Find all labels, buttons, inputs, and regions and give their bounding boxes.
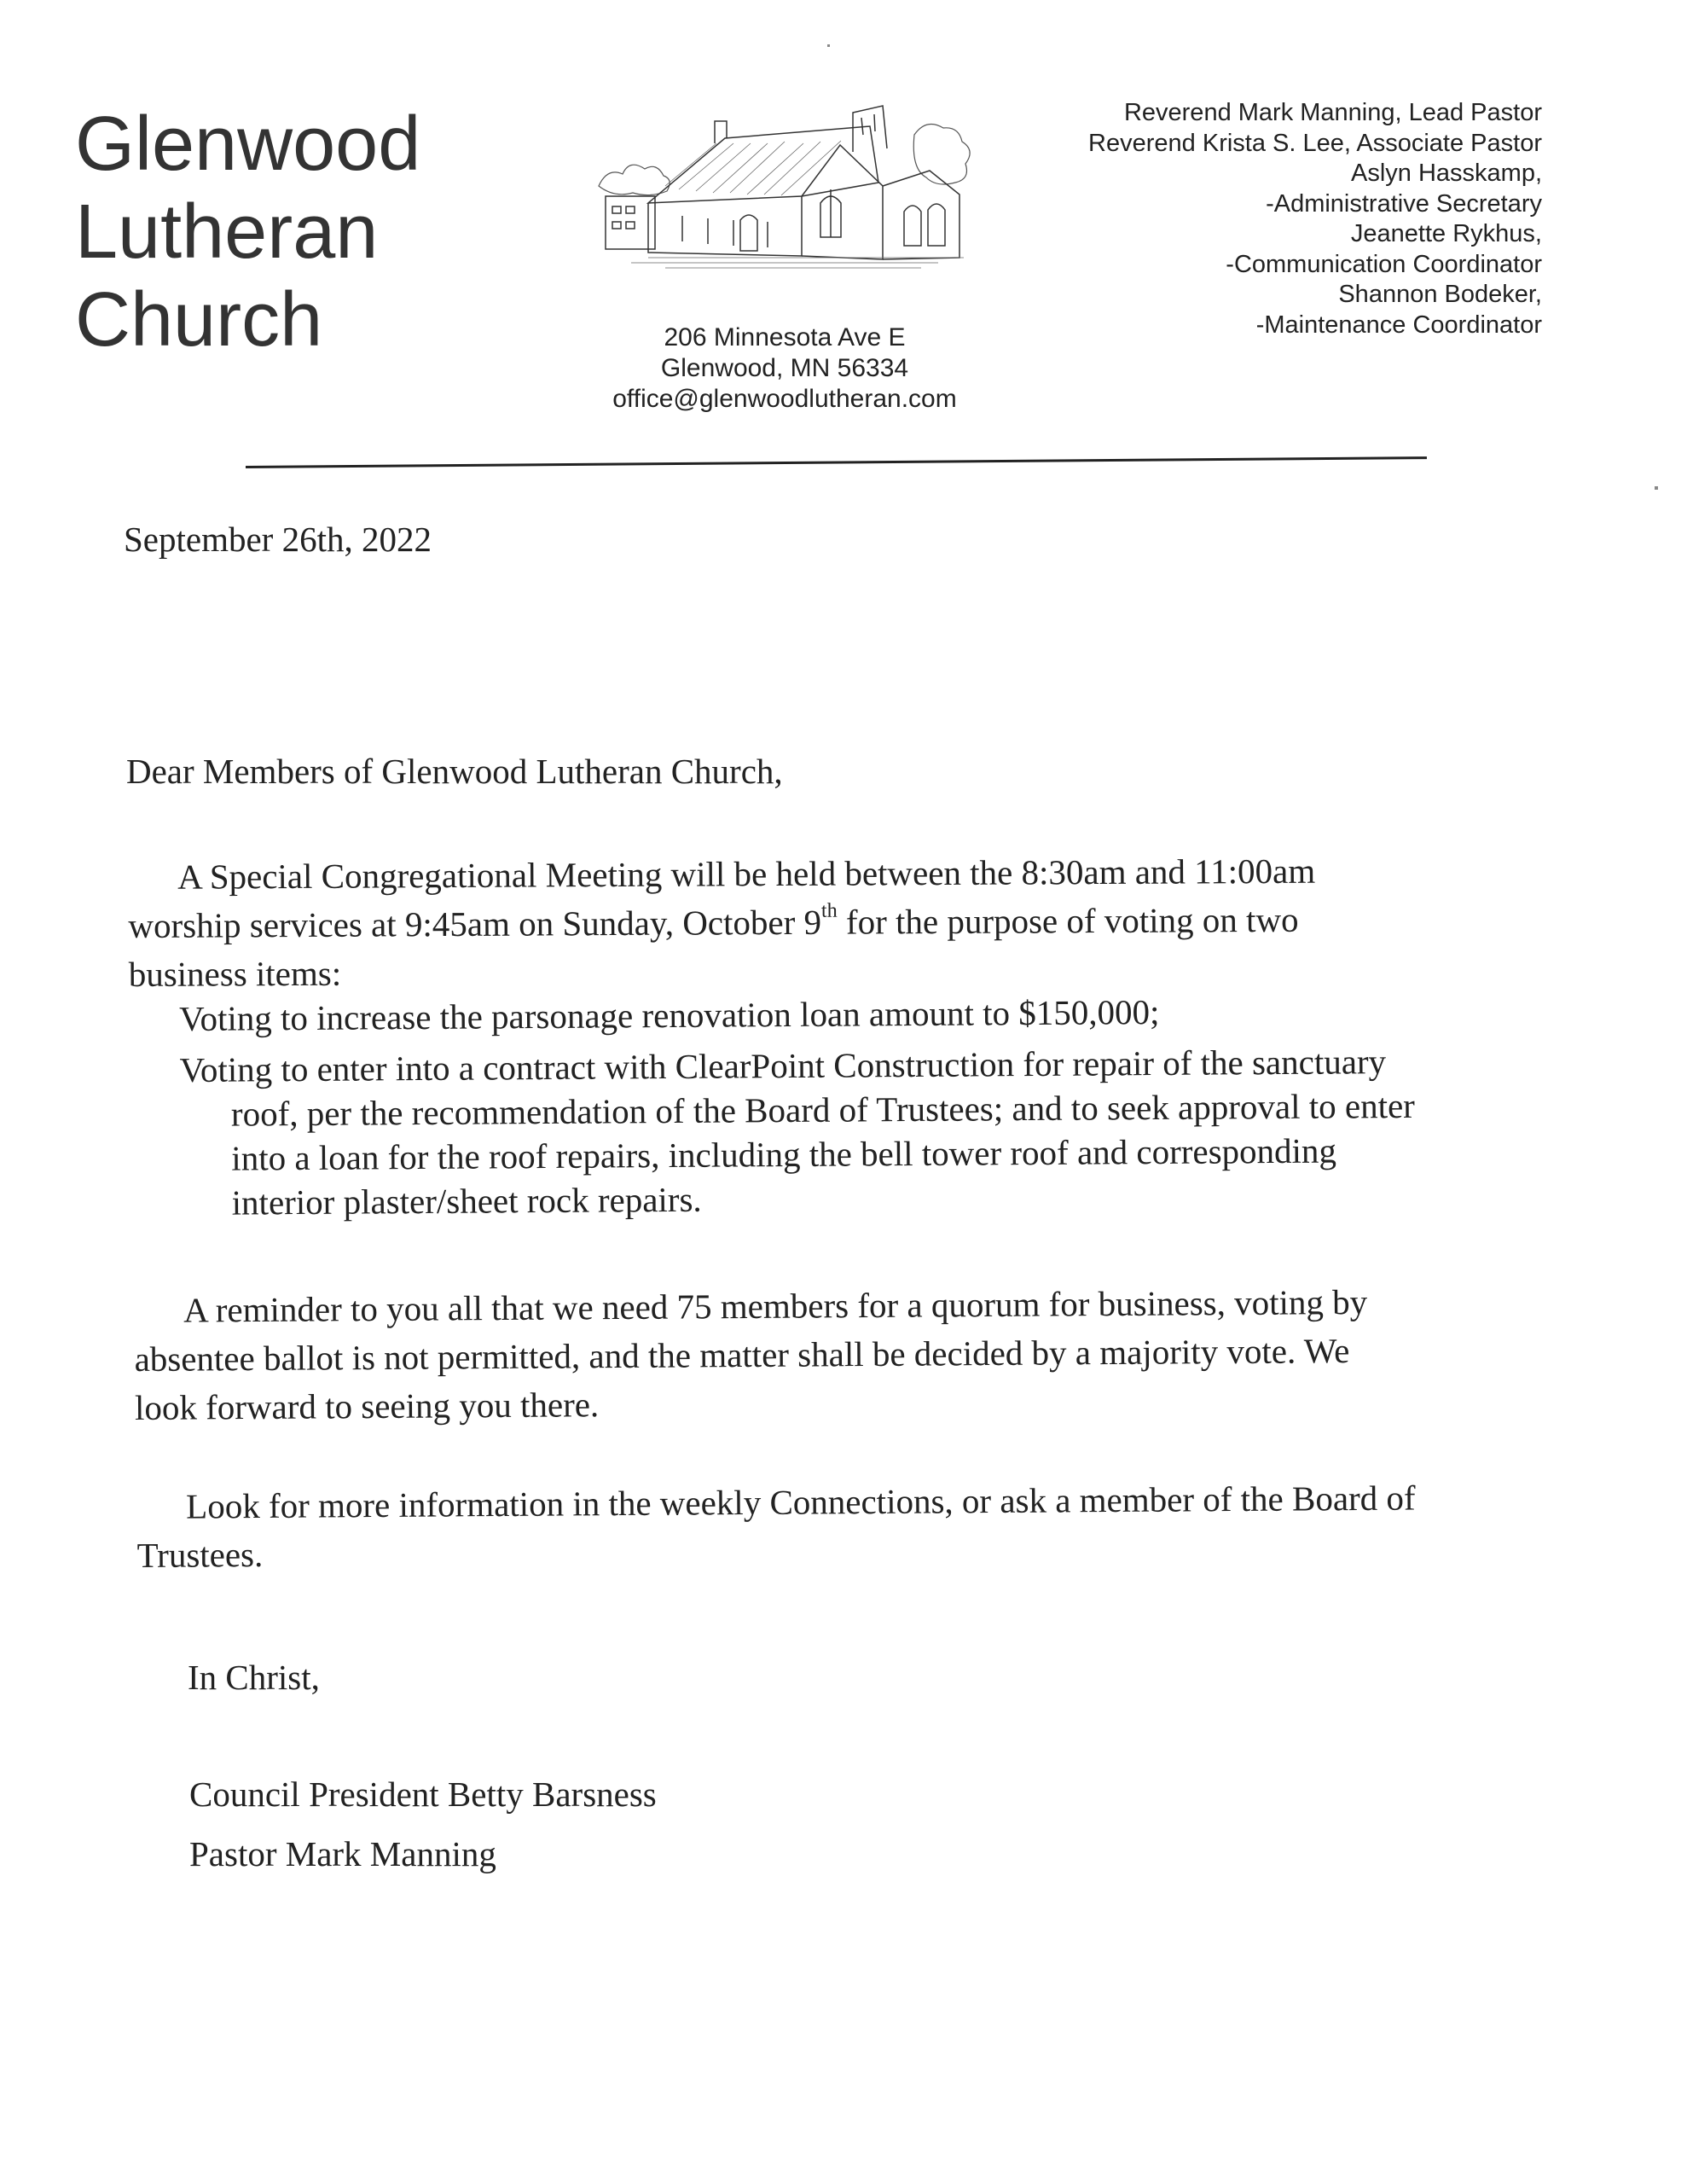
- paragraph-text: worship services at 9:45am on Sunday, October 9: [128, 902, 822, 945]
- address-email: office@glenwoodlutheran.com: [612, 385, 957, 413]
- paragraph-line: [128, 896, 1315, 950]
- paragraph-quorum-reminder: [134, 1278, 1368, 1432]
- item-line: roof, per the recommendation of the Board of Trustees; and to seek approval to enter: [230, 1085, 1416, 1134]
- item-line: Voting to increase the parsonage renovation loan amount to $150,000;: [179, 991, 1160, 1038]
- ordinal-suffix: th: [820, 899, 838, 922]
- signature-block: [189, 1764, 657, 1884]
- signature-line: Pastor Mark Manning: [189, 1834, 496, 1873]
- staff-line: Reverend Mark Manning, Lead Pastor: [1123, 99, 1542, 126]
- paragraph-line: absentee ballot is not permitted, and the matter shall be decided by a majority vote. We: [134, 1331, 1350, 1379]
- church-address: [580, 322, 989, 415]
- paragraph-meeting-notice: [128, 847, 1316, 999]
- church-name-line: Glenwood: [75, 102, 421, 187]
- paragraph-line: business items:: [128, 953, 342, 994]
- staff-line: -Maintenance Coordinator: [1255, 311, 1542, 339]
- address-city: Glenwood, MN 56334: [660, 354, 909, 382]
- church-name-line: Lutheran: [75, 189, 379, 275]
- church-name-line: Church: [75, 277, 323, 363]
- business-items: [179, 988, 1416, 1232]
- item-line: interior plaster/sheet rock repairs.: [231, 1179, 702, 1223]
- staff-line: -Administrative Secretary: [1266, 189, 1542, 218]
- signature-line: Council President Betty Barsness: [189, 1774, 657, 1814]
- business-item: [179, 988, 1414, 1041]
- scan-speck: [827, 44, 830, 47]
- letter-date: September 26th, 2022: [124, 520, 432, 559]
- business-item: [179, 1039, 1415, 1225]
- paragraph-line: Look for more information in the weekly Connections, or ask a member of the Board of: [186, 1478, 1416, 1526]
- staff-line: Aslyn Hasskamp,: [1350, 160, 1542, 187]
- paragraph-line: A Special Congregational Meeting will be held between the 8:30am and 11:00am: [177, 851, 1316, 897]
- scan-speck: [1655, 486, 1658, 490]
- paragraph-line: A reminder to you all that we need 75 members for a quorum for business, voting by: [183, 1281, 1368, 1330]
- letter-closing: In Christ,: [188, 1658, 320, 1697]
- letterhead-divider: [246, 456, 1427, 468]
- staff-list: [1088, 98, 1542, 340]
- paragraph-line: look forward to seeing you there.: [134, 1385, 600, 1427]
- staff-line: Reverend Krista S. Lee, Associate Pastor: [1088, 129, 1542, 157]
- letter-greeting: Dear Members of Glenwood Lutheran Church,: [126, 752, 783, 791]
- item-line: into a loan for the roof repairs, including the bell tower roof and corresponding: [231, 1130, 1337, 1178]
- address-street: 206 Minnesota Ave E: [664, 323, 906, 351]
- paragraph-line: Trustees.: [136, 1534, 264, 1575]
- church-building-illustration: [597, 101, 972, 288]
- staff-line: Jeanette Rykhus,: [1350, 220, 1542, 247]
- paragraph-text: for the purpose of voting on two: [837, 899, 1299, 942]
- item-line: Voting to enter into a contract with ClearPoint Construction for repair of the sanctuary: [179, 1042, 1387, 1089]
- staff-line: -Communication Coordinator: [1226, 250, 1542, 278]
- staff-line: Shannon Bodeker,: [1338, 281, 1542, 308]
- church-name: [75, 101, 420, 364]
- paragraph-more-info: [136, 1474, 1416, 1580]
